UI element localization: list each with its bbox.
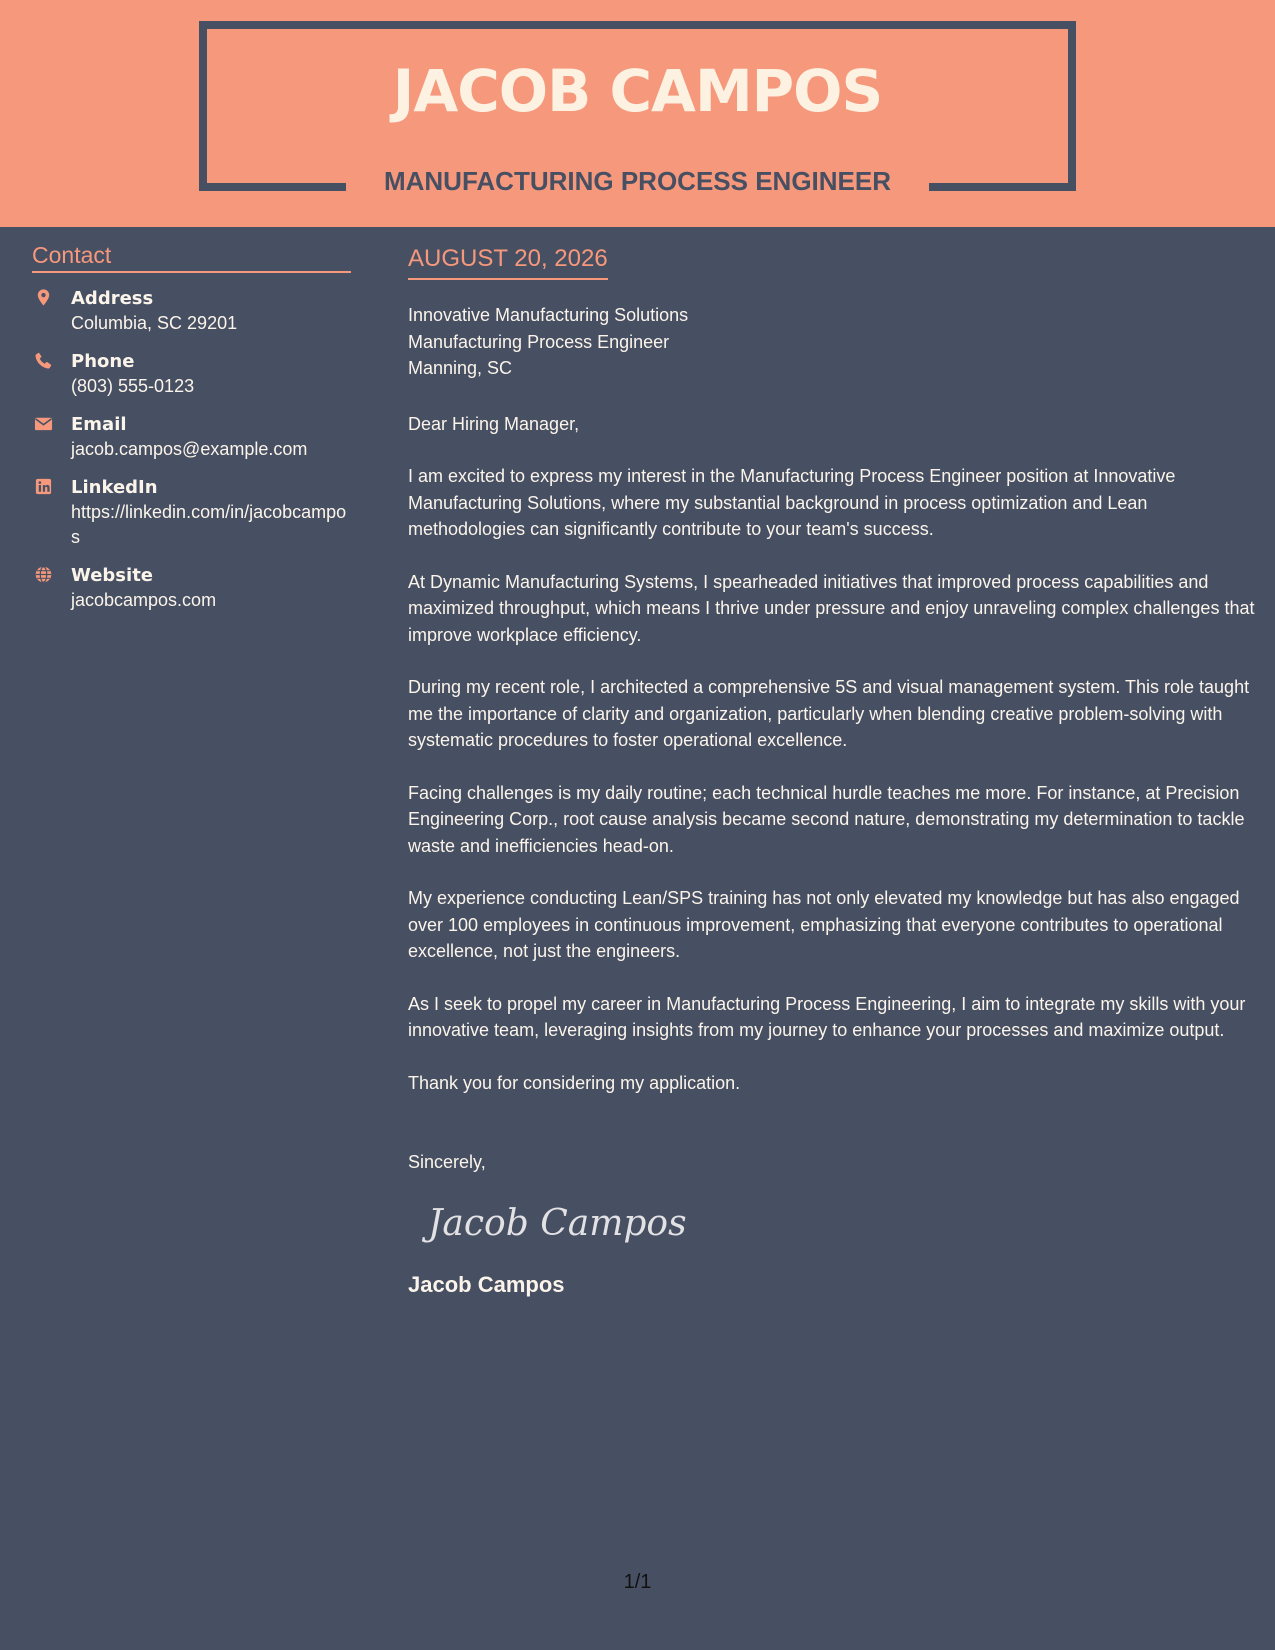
paragraph-7: Thank you for considering my application.	[408, 1072, 741, 1093]
website-label: Website	[71, 565, 154, 586]
paragraph-1: I am excited to express my interest in the Manufacturing Process Engineer position at Innovative Manufacturing Solutions, where my substantial background in process optimization and Lean methodologies can significantly contribute to your team's success.	[408, 466, 1176, 539]
paragraph-6: As I seek to propel my career in Manufacturing Process Engineering, I aim to integrate my skills with your innovative team, leveraging insights from my journey to enhance your processes and maximize output.	[408, 993, 1246, 1040]
contact-item-website	[32, 563, 351, 613]
contact-item-address	[32, 286, 351, 336]
map-pin-icon	[34, 288, 53, 307]
recipient-location: Manning, SC	[408, 358, 513, 378]
phone-icon	[34, 351, 53, 370]
contact-sidebar	[32, 242, 351, 626]
closing: Sincerely,	[408, 1152, 486, 1172]
letter-date: AUGUST 20, 2026	[408, 246, 608, 280]
handwritten-signature: Jacob Campos	[428, 1202, 687, 1244]
paragraph-5: My experience conducting Lean/SPS training has not only elevated my knowledge but has also engaged over 100 employees in continuous improvement, emphasizing that everyone contributes to operational excellence, not just the engineers.	[408, 888, 1240, 961]
website-value[interactable]: jacobcampos.com	[71, 590, 217, 610]
contact-list	[32, 286, 351, 613]
email-value: jacob.campos@example.com	[71, 439, 308, 459]
letter-body	[408, 246, 1256, 1298]
salutation: Dear Hiring Manager,	[408, 413, 580, 434]
job-title: MANUFACTURING PROCESS ENGINEER	[383, 166, 892, 196]
page-number: 1/1	[623, 1571, 652, 1593]
contact-item-linkedin	[32, 475, 351, 550]
address-value: Columbia, SC 29201	[71, 313, 238, 333]
linkedin-value[interactable]: https://linkedin.com/in/jacobcampos	[71, 502, 347, 547]
envelope-icon	[34, 414, 53, 433]
header-banner	[0, 0, 1275, 227]
frame-border-top	[199, 21, 1076, 29]
address-label: Address	[71, 288, 154, 309]
recipient-block	[408, 302, 1256, 382]
phone-value: (803) 555-0123	[71, 376, 195, 396]
contact-heading: Contact	[32, 242, 351, 273]
recipient-position: Manufacturing Process Engineer	[408, 331, 670, 352]
email-label: Email	[71, 414, 127, 435]
paragraph-3: During my recent role, I architected a comprehensive 5S and visual management system. This role taught me the importance of clarity and organization, particularly when blending creative problem-solving with systematic procedures to foster operational excellence.	[408, 677, 1250, 750]
recipient-company: Innovative Manufacturing Solutions	[408, 305, 689, 325]
globe-icon	[34, 565, 53, 584]
signer-name: Jacob Campos	[408, 1271, 565, 1297]
phone-label: Phone	[71, 351, 135, 372]
paragraph-2: At Dynamic Manufacturing Systems, I spearheaded initiatives that improved process capabilities and maximized throughput, which means I thrive under pressure and enjoy unraveling complex challenges that improve workplace efficiency.	[408, 571, 1255, 645]
paragraph-4: Facing challenges is my daily routine; each technical hurdle teaches me more. For instance, at Precision Engineering Corp., root cause analysis became second nature, demonstrating my determination to tackle waste and inefficiencies head-on.	[408, 782, 1245, 856]
contact-item-email	[32, 412, 351, 462]
linkedin-label: LinkedIn	[71, 477, 158, 498]
contact-item-phone	[32, 349, 351, 399]
applicant-name: JACOB CAMPOS	[392, 57, 883, 125]
linkedin-icon	[34, 477, 53, 496]
